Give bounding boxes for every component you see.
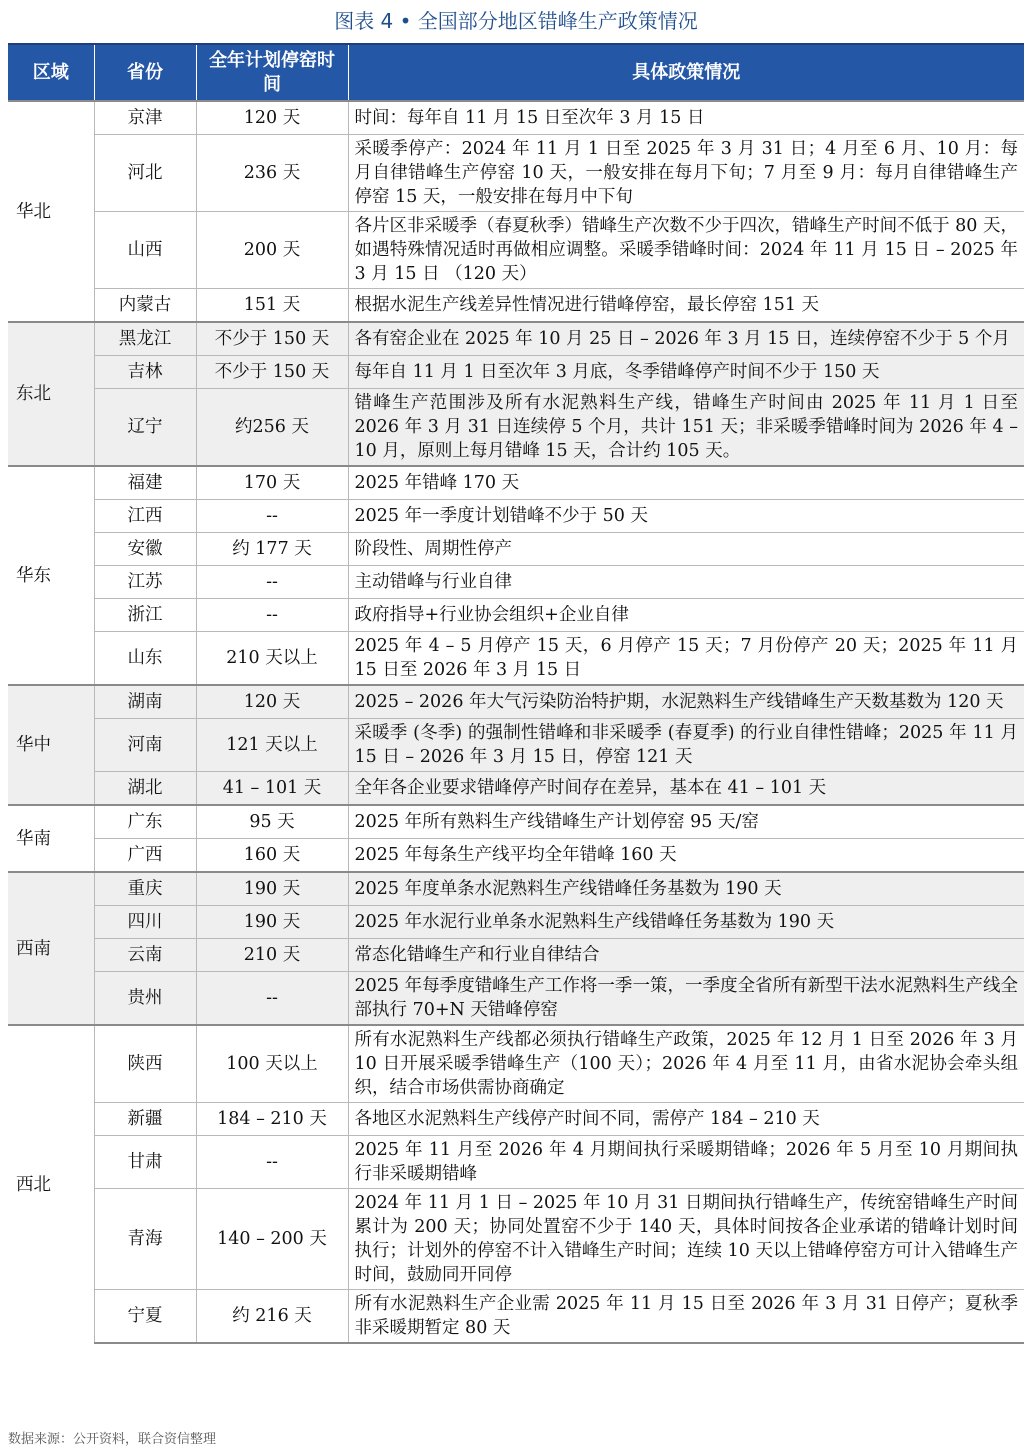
days-cell: 约 177 天 — [196, 533, 348, 566]
policy-cell: 2025 年 4 – 5 月停产 15 天，6 月停产 15 天；7 月份停产 20 天；2025 年 11 月 15 日至 2026 年 3 月 15 日 — [348, 632, 1024, 686]
region-cell: 西北 — [8, 1025, 94, 1343]
policy-cell: 2025 年每条生产线平均全年错峰 160 天 — [348, 839, 1024, 873]
province-cell: 河北 — [94, 135, 196, 212]
table-row — [8, 719, 1024, 772]
policy-cell: 采暖季 (冬季) 的强制性错峰和非采暖季 (春夏季) 的行业自律性错峰；2025 年 11 月 15 日 – 2026 年 3 月 15 日，停窑 121 天 — [348, 719, 1024, 772]
table-row — [8, 1136, 1024, 1189]
province-cell: 浙江 — [94, 599, 196, 632]
province-cell: 辽宁 — [94, 389, 196, 467]
province-cell: 江苏 — [94, 566, 196, 599]
policy-cell: 2025 年水泥行业单条水泥熟料生产线错峰任务基数为 190 天 — [348, 906, 1024, 939]
policy-cell: 2025 – 2026 年大气污染防治特护期，水泥熟料生产线错峰生产天数基数为 120 天 — [348, 685, 1024, 719]
policy-cell: 常态化错峰生产和行业自律结合 — [348, 939, 1024, 972]
province-cell: 青海 — [94, 1189, 196, 1290]
table-row — [8, 872, 1024, 906]
province-cell: 甘肃 — [94, 1136, 196, 1189]
policy-cell: 阶段性、周期性停产 — [348, 533, 1024, 566]
days-cell: 不少于 150 天 — [196, 356, 348, 389]
policy-cell: 2025 年每季度错峰生产工作将一季一策，一季度全省所有新型干法水泥熟料生产线全部执行 70+N 天错峰停窑 — [348, 972, 1024, 1026]
province-cell: 内蒙古 — [94, 289, 196, 323]
days-cell: 184 – 210 天 — [196, 1103, 348, 1136]
province-cell: 新疆 — [94, 1103, 196, 1136]
policy-cell: 所有水泥熟料生产线都必须执行错峰生产政策，2025 年 12 月 1 日至 2026 年 3 月 10 日开展采暖季错峰生产（100 天）；2026 年 4 月至 11 月，由省水泥协会牵头组织，结合市场供需协商确定 — [348, 1025, 1024, 1103]
days-cell: 121 天以上 — [196, 719, 348, 772]
table-row — [8, 1103, 1024, 1136]
region-cell: 华中 — [8, 685, 94, 805]
policy-cell: 各片区非采暖季（春夏秋季）错峰生产次数不少于四次，错峰生产时间不低于 80 天，如遇特殊情况适时再做相应调整。采暖季错峰时间：2024 年 11 月 15 日 – 2025 年 3 月 15 日 （120 天） — [348, 212, 1024, 289]
table-row — [8, 632, 1024, 686]
days-cell: -- — [196, 500, 348, 533]
table-row — [8, 805, 1024, 839]
table-row — [8, 389, 1024, 467]
table-row — [8, 533, 1024, 566]
days-cell: 210 天 — [196, 939, 348, 972]
days-cell: 100 天以上 — [196, 1025, 348, 1103]
table-row — [8, 772, 1024, 806]
policy-cell: 错峰生产范围涉及所有水泥熟料生产线，错峰生产时间由 2025 年 11 月 1 日至 2026 年 3 月 31 日连续停 5 个月，共计 151 天；非采暖季错峰时间为 2026 年 4 – 10 月，原则上每月错峰 15 天，合计约 105 天。 — [348, 389, 1024, 467]
table-title: 图表 4 • 全国部分地区错峰生产政策情况 — [334, 9, 698, 33]
policy-cell: 每年自 11 月 1 日至次年 3 月底，冬季错峰停产时间不少于 150 天 — [348, 356, 1024, 389]
table-row — [8, 466, 1024, 500]
days-cell: 210 天以上 — [196, 632, 348, 686]
province-cell: 山东 — [94, 632, 196, 686]
days-cell: 约 216 天 — [196, 1290, 348, 1344]
header-days: 全年计划停窑时间 — [196, 44, 348, 101]
table-row — [8, 1025, 1024, 1103]
table-row — [8, 135, 1024, 212]
province-cell: 云南 — [94, 939, 196, 972]
table-row — [8, 839, 1024, 873]
policy-cell: 2025 年 11 月至 2026 年 4 月期间执行采暖期错峰；2026 年 5 月至 10 月期间执行非采暖期错峰 — [348, 1136, 1024, 1189]
days-cell: 140 – 200 天 — [196, 1189, 348, 1290]
province-cell: 广东 — [94, 805, 196, 839]
table-row — [8, 685, 1024, 719]
days-cell: 151 天 — [196, 289, 348, 323]
table-row — [8, 1290, 1024, 1344]
province-cell: 吉林 — [94, 356, 196, 389]
policy-cell: 所有水泥熟料生产企业需 2025 年 11 月 15 日至 2026 年 3 月 31 日停产；夏秋季非采暖期暂定 80 天 — [348, 1290, 1024, 1344]
policy-cell: 2025 年一季度计划错峰不少于 50 天 — [348, 500, 1024, 533]
table-row — [8, 212, 1024, 289]
policy-cell: 根据水泥生产线差异性情况进行错峰停窑，最长停窑 151 天 — [348, 289, 1024, 323]
province-cell: 京津 — [94, 101, 196, 135]
days-cell: 160 天 — [196, 839, 348, 873]
province-cell: 四川 — [94, 906, 196, 939]
days-cell: 41 – 101 天 — [196, 772, 348, 806]
province-cell: 重庆 — [94, 872, 196, 906]
province-cell: 福建 — [94, 466, 196, 500]
province-cell: 湖北 — [94, 772, 196, 806]
table-row — [8, 356, 1024, 389]
days-cell: 95 天 — [196, 805, 348, 839]
days-cell: 120 天 — [196, 685, 348, 719]
days-cell: -- — [196, 599, 348, 632]
province-cell: 山西 — [94, 212, 196, 289]
days-cell: 190 天 — [196, 906, 348, 939]
table-row — [8, 101, 1024, 135]
days-cell: 120 天 — [196, 101, 348, 135]
province-cell: 河南 — [94, 719, 196, 772]
province-cell: 宁夏 — [94, 1290, 196, 1344]
table-row — [8, 972, 1024, 1026]
policy-cell: 主动错峰与行业自律 — [348, 566, 1024, 599]
days-cell: 不少于 150 天 — [196, 322, 348, 356]
table-row — [8, 322, 1024, 356]
policy-cell: 时间：每年自 11 月 15 日至次年 3 月 15 日 — [348, 101, 1024, 135]
region-cell: 华北 — [8, 101, 94, 322]
region-cell: 华南 — [8, 805, 94, 872]
table-row — [8, 599, 1024, 632]
policy-cell: 全年各企业要求错峰停产时间存在差异，基本在 41 – 101 天 — [348, 772, 1024, 806]
days-cell: 200 天 — [196, 212, 348, 289]
region-cell: 西南 — [8, 872, 94, 1025]
table-body — [8, 101, 1024, 1343]
data-source-note: 数据来源：公开资料，联合资信整理 — [8, 1432, 217, 1447]
days-cell: -- — [196, 972, 348, 1026]
policy-cell: 各有窑企业在 2025 年 10 月 25 日 – 2026 年 3 月 15 日，连续停窑不少于 5 个月 — [348, 322, 1024, 356]
days-cell: 236 天 — [196, 135, 348, 212]
table-row — [8, 906, 1024, 939]
policy-cell: 采暖季停产：2024 年 11 月 1 日至 2025 年 3 月 31 日；4 月至 6 月、10 月：每月自律错峰生产停窑 10 天，一般安排在每月下旬；7 月至 9 月：每月自律错峰生产停窑 15 天，一般安排在每月中下旬 — [348, 135, 1024, 212]
table-row — [8, 289, 1024, 323]
policy-cell: 2025 年所有熟料生产线错峰生产计划停窑 95 天/窑 — [348, 805, 1024, 839]
region-cell: 东北 — [8, 322, 94, 466]
days-cell: -- — [196, 1136, 348, 1189]
policy-table — [8, 43, 1024, 1344]
policy-cell: 2024 年 11 月 1 日 – 2025 年 10 月 31 日期间执行错峰生产，传统窑错峰生产时间累计为 200 天；协同处置窑不少于 140 天，具体时间按各企业承诺的错峰计划时间执行；计划外的停窑不计入错峰生产时间；连续 10 天以上错峰停窑方可计入错峰生产时间，鼓励同开同停 — [348, 1189, 1024, 1290]
province-cell: 贵州 — [94, 972, 196, 1026]
days-cell: -- — [196, 566, 348, 599]
policy-cell: 2025 年度单条水泥熟料生产线错峰任务基数为 190 天 — [348, 872, 1024, 906]
province-cell: 黑龙江 — [94, 322, 196, 356]
header-province: 省份 — [94, 44, 196, 101]
province-cell: 湖南 — [94, 685, 196, 719]
header-region: 区域 — [8, 44, 94, 101]
days-cell: 约256 天 — [196, 389, 348, 467]
province-cell: 安徽 — [94, 533, 196, 566]
province-cell: 广西 — [94, 839, 196, 873]
days-cell: 170 天 — [196, 466, 348, 500]
table-row — [8, 1189, 1024, 1290]
region-cell: 华东 — [8, 466, 94, 685]
table-row — [8, 566, 1024, 599]
province-cell: 陕西 — [94, 1025, 196, 1103]
table-header-row — [8, 44, 1024, 101]
policy-cell: 各地区水泥熟料生产线停产时间不同，需停产 184 – 210 天 — [348, 1103, 1024, 1136]
header-policy: 具体政策情况 — [348, 44, 1024, 101]
policy-cell: 政府指导+行业协会组织+企业自律 — [348, 599, 1024, 632]
province-cell: 江西 — [94, 500, 196, 533]
days-cell: 190 天 — [196, 872, 348, 906]
table-row — [8, 939, 1024, 972]
table-row — [8, 500, 1024, 533]
policy-cell: 2025 年错峰 170 天 — [348, 466, 1024, 500]
